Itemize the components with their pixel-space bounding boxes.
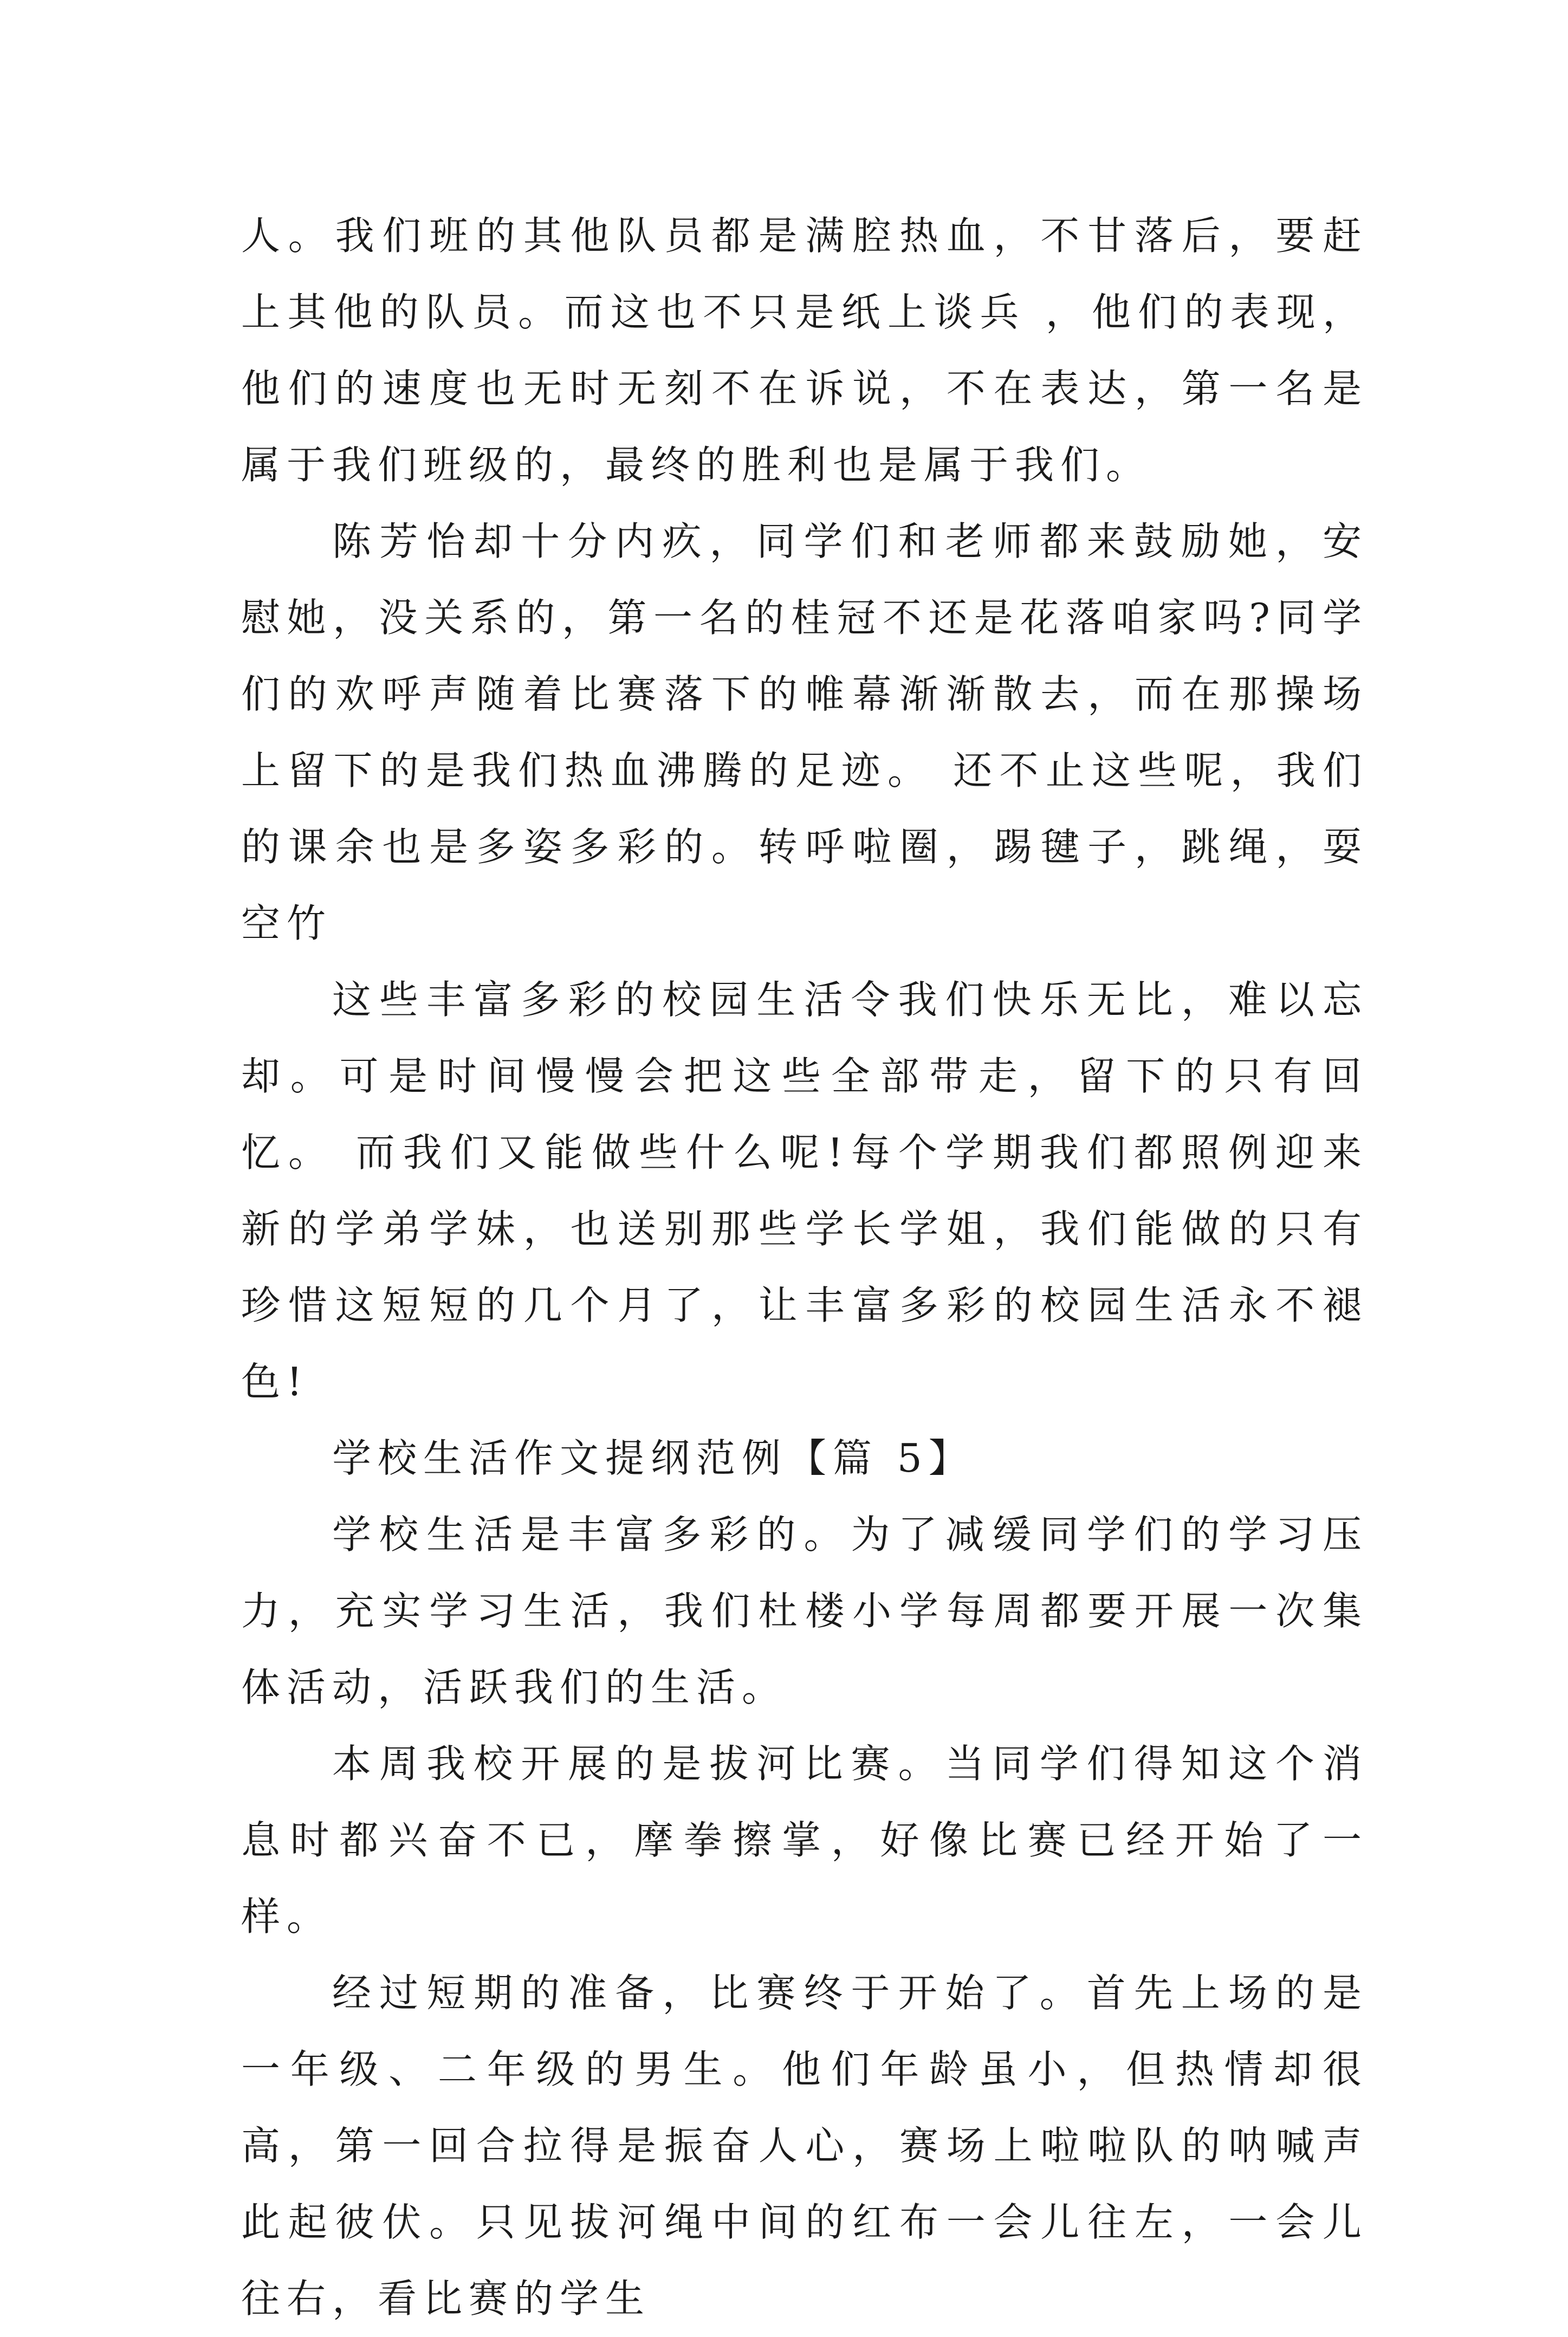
paragraph: 经过短期的准备，比赛终于开始了。首先上场的是一年级、二年级的男生。他们年龄虽小，但热情却很高，第一回合拉得是振奋人心，赛场上啦啦队的呐喊声此起彼伏。只见拔河绳中间的红布一会儿往左，一会儿往右，看比赛的学生 (241, 1970, 1368, 2321)
paragraph: 这些丰富多彩的校园生活令我们快乐无比，难以忘却。可是时间慢慢会把这些全部带走，留下的只有回忆。 而我们又能做些什么呢!每个学期我们都照例迎来新的学弟学妹，也送别那些学长学姐，我们能做的只有珍惜这短短的几个月了，让丰富多彩的校园生活永不褪色! (241, 977, 1368, 1404)
document-body (241, 198, 1368, 2337)
paragraph: 人。我们班的其他队员都是满腔热血，不甘落后，要赶上其他的队员。而这也不只是纸上谈兵 ，他们的表现，他们的速度也无时无刻不在诉说，不在表达，第一名是属于我们班级的，最终的胜利也是属于我们。 (241, 213, 1368, 488)
section-heading: 学校生活作文提纲范例【篇 5】 (332, 1435, 974, 1481)
paragraph: 本周我校开展的是拔河比赛。当同学们得知这个消息时都兴奋不已，摩拳擦掌，好像比赛已经开始了一样。 (241, 1741, 1368, 1939)
paragraph: 陈芳怡却十分内疚，同学们和老师都来鼓励她，安慰她，没关系的，第一名的桂冠不还是花落咱家吗?同学们的欢呼声随着比赛落下的帷幕渐渐散去，而在那操场上留下的是我们热血沸腾的足迹。 还不止这些呢，我们的课余也是多姿多彩的。转呼啦圈，踢毽子，跳绳，耍空竹 (241, 519, 1368, 946)
paragraph: 学校生活是丰富多彩的。为了减缓同学们的学习压力，充实学习生活，我们杜楼小学每周都要开展一次集体活动，活跃我们的生活。 (241, 1512, 1368, 1710)
